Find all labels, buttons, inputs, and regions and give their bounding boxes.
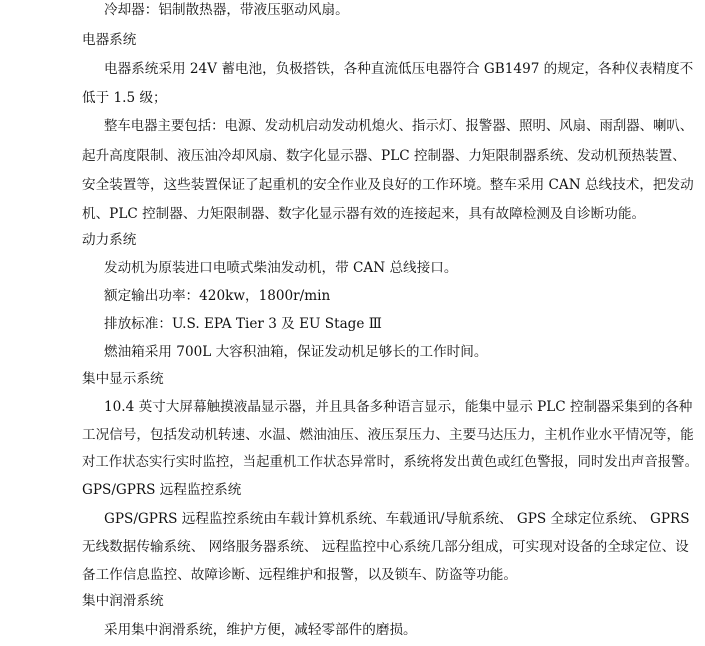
heading-display-system: 集中显示系统: [82, 371, 164, 387]
paragraph-line: 采用集中润滑系统，维护方便，减轻零部件的磨损。: [104, 622, 417, 638]
rated-power-line: 额定输出功率：420kw，1800r/min: [104, 288, 331, 304]
cooler-line: 冷却器：铝制散热器，带液压驱动风扇。: [104, 2, 349, 18]
paragraph-line: GPS/GPRS 远程监控系统由车载计算机系统、车载通讯/导航系统、 GPS 全球定位系统、 GPRS: [104, 511, 690, 527]
paragraph-line: 工况信号，包括发动机转速、水温、燃油油压、液压泵压力、主要马达压力，主机作业水平情况等，能: [82, 427, 694, 443]
fuel-tank-line: 燃油箱采用 700L 大容积油箱，保证发动机足够长的工作时间。: [104, 344, 488, 360]
heading-gps-system: GPS/GPRS 远程监控系统: [82, 482, 242, 498]
paragraph-line: 发动机为原装进口电喷式柴油发动机，带 CAN 总线接口。: [104, 260, 458, 276]
paragraph-line: 对工作状态实行实时监控，当起重机工作状态异常时，系统将发出黄色或红色警报，同时发出声音报警。: [82, 455, 698, 470]
paragraph-line: 备工作信息监控、故障诊断、远程维护和报警，以及锁车、防盗等功能。: [82, 567, 517, 583]
paragraph-line: 安全装置等，这些装置保证了起重机的安全作业及良好的工作环境。整车采用 CAN 总线技术，把发动: [82, 177, 694, 193]
heading-power-system: 动力系统: [82, 232, 137, 248]
emission-standard-line: 排放标准：U.S. EPA Tier 3 及 EU Stage Ⅲ: [104, 316, 382, 332]
heading-electrical-system: 电器系统: [82, 32, 137, 48]
paragraph-line: 整车电器主要包括：电源、发动机启动发动机熄火、指示灯、报警器、照明、风扇、雨刮器、喇叭、: [104, 119, 694, 134]
paragraph-line: 10.4 英寸大屏幕触摸液晶显示器，并且具备多种语言显示，能集中显示 PLC 控制器采集到的各种: [104, 399, 693, 415]
paragraph-line: 低于 1.5 级；: [82, 90, 167, 106]
heading-lubrication-system: 集中润滑系统: [82, 593, 164, 609]
paragraph-line: 起升高度限制、液压油冷却风扇、数字化显示器、PLC 控制器、力矩限制器系统、发动机预热装置、: [82, 148, 686, 164]
paragraph-line: 机、PLC 控制器、力矩限制器、数字化显示器有效的连接起来，具有故障检测及自诊断功能。: [82, 206, 646, 222]
paragraph-line: 电器系统采用 24V 蓄电池，负极搭铁，各种直流低压电器符合 GB1497 的规定，各种仪表精度不: [104, 61, 694, 77]
paragraph-line: 无线数据传输系统、 网络服务器系统、 远程监控中心系统几部分组成，可实现对设备的全球定位、设: [82, 539, 689, 555]
